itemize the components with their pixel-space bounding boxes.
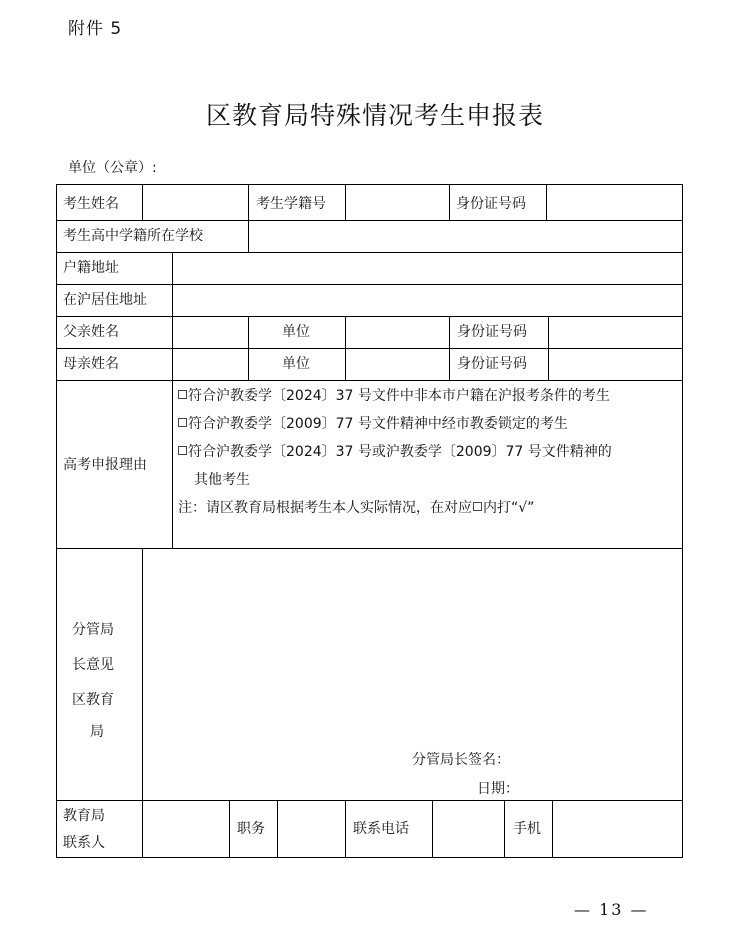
- checkbox-icon: [473, 502, 482, 511]
- mother-name-label: 母亲姓名: [63, 356, 119, 372]
- opinion-label-line-1: 分管局: [72, 622, 114, 638]
- father-name-label: 父亲姓名: [63, 324, 119, 340]
- checkbox-icon[interactable]: [178, 390, 187, 399]
- reason-option-3-continued: 其他考生: [194, 472, 250, 488]
- contact-label-line-1: 教育局: [63, 808, 105, 824]
- opinion-label-line-4: 局: [90, 724, 104, 740]
- col-divider: [449, 316, 450, 380]
- attachment-label: 附件 5: [68, 19, 123, 39]
- checkbox-icon[interactable]: [178, 446, 187, 455]
- father-unit-label: 单位: [282, 324, 310, 340]
- col-divider: [345, 316, 346, 380]
- col-divider: [172, 252, 173, 548]
- reason-note-suffix: 内打“√”: [483, 500, 535, 516]
- mother-unit-label: 单位: [282, 356, 310, 372]
- table-border-bottom: [56, 857, 683, 858]
- date-label: 日期：: [477, 781, 519, 797]
- reason-note-prefix: 注：请区教育局根据考生本人实际情况，在对应: [178, 500, 472, 516]
- col-divider: [552, 800, 553, 858]
- col-divider: [548, 316, 549, 380]
- mother-id-label: 身份证号码: [457, 356, 527, 372]
- row-divider: [56, 220, 683, 221]
- table-border-left: [56, 184, 57, 858]
- col-divider: [504, 800, 505, 858]
- col-divider: [345, 800, 346, 858]
- col-divider: [345, 184, 346, 220]
- row-divider: [56, 380, 683, 381]
- col-divider: [248, 316, 249, 380]
- col-divider: [229, 800, 230, 858]
- row-divider: [56, 284, 683, 285]
- row-divider: [56, 252, 683, 253]
- checkbox-icon[interactable]: [178, 418, 187, 427]
- residence-address-label: 在沪居住地址: [63, 292, 147, 308]
- unit-seal-label: 单位（公章）:: [68, 160, 157, 176]
- signature-label: 分管局长签名：: [412, 752, 510, 768]
- position-label: 职务: [237, 821, 265, 837]
- school-label: 考生高中学籍所在学校: [63, 228, 203, 244]
- reason-option-3[interactable]: [178, 442, 612, 462]
- mobile-label: 手机: [513, 821, 541, 837]
- row-divider: [56, 800, 683, 801]
- opinion-label-line-3: 区教育: [72, 692, 114, 708]
- phone-label: 联系电话: [353, 821, 409, 837]
- contact-label-line-2: 联系人: [63, 835, 105, 851]
- table-border-right: [682, 184, 683, 858]
- col-divider: [432, 800, 433, 858]
- col-divider: [546, 184, 547, 220]
- reason-label: 高考申报理由: [63, 457, 147, 473]
- table-border-top: [56, 184, 683, 185]
- row-divider: [56, 548, 683, 549]
- id-card-label: 身份证号码: [456, 196, 526, 212]
- reason-option-text: 符合沪教委学〔2009〕77 号文件精神中经市教委锁定的考生: [188, 416, 568, 432]
- col-divider: [277, 800, 278, 858]
- reason-note: [178, 498, 534, 518]
- reason-option-text: 符合沪教委学〔2024〕37 号文件中非本市户籍在沪报考条件的考生: [188, 388, 610, 404]
- page-number: — 13 —: [574, 900, 649, 919]
- form-title: 区教育局特殊情况考生申报表: [205, 101, 544, 130]
- reason-option-1[interactable]: [178, 386, 610, 406]
- student-id-label: 考生学籍号: [256, 196, 326, 212]
- col-divider: [142, 184, 143, 220]
- student-name-label: 考生姓名: [63, 196, 119, 212]
- col-divider: [248, 184, 249, 252]
- col-divider: [449, 184, 450, 220]
- col-divider: [142, 548, 143, 858]
- reason-option-text: 符合沪教委学〔2024〕37 号或沪教委学〔2009〕77 号文件精神的: [188, 444, 612, 460]
- reason-option-2[interactable]: [178, 414, 568, 434]
- row-divider: [56, 348, 683, 349]
- father-id-label: 身份证号码: [457, 324, 527, 340]
- household-address-label: 户籍地址: [63, 260, 119, 276]
- opinion-label-line-2: 长意见: [72, 657, 114, 673]
- row-divider: [56, 316, 683, 317]
